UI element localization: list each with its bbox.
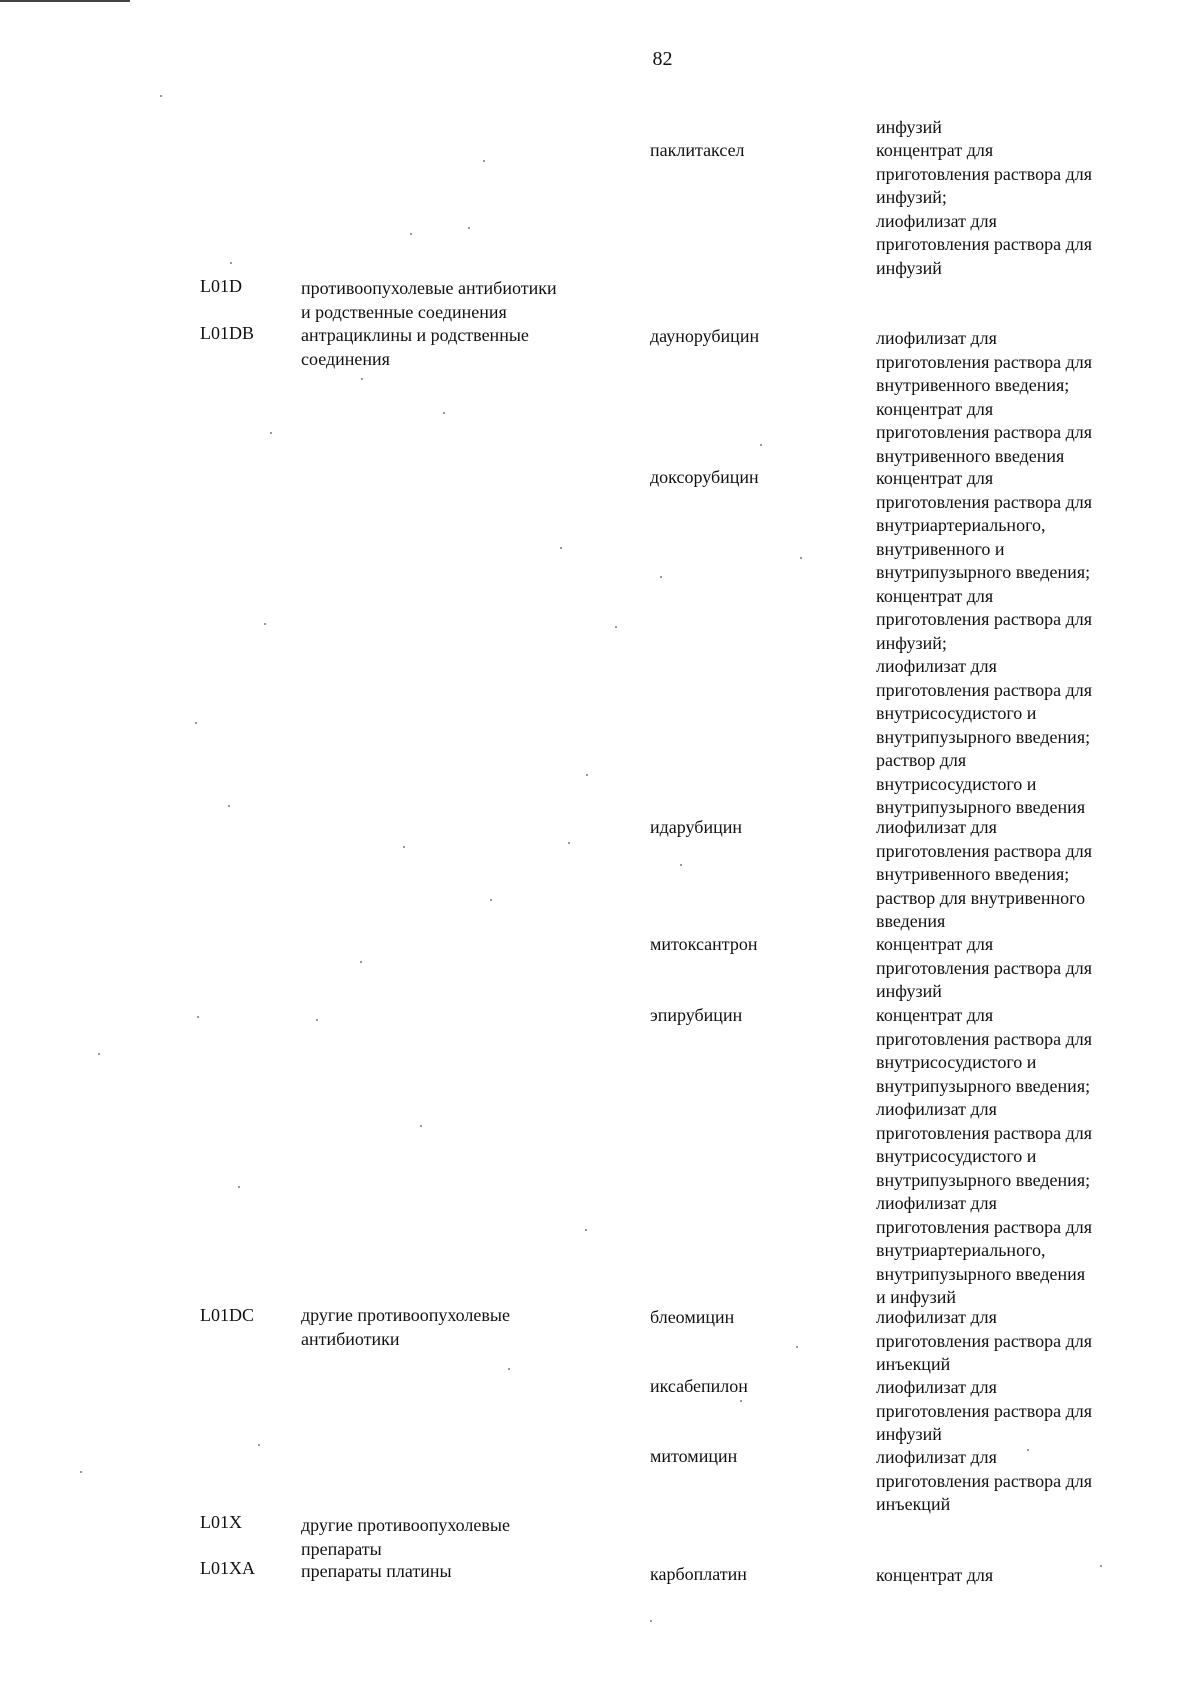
- atc-code: L01DB: [200, 323, 254, 343]
- drug-name: блеомицин: [650, 1307, 735, 1327]
- dosage-form: лиофилизат для приготовления раствора для внутривенного введения; раствор для внутривенного введения: [876, 817, 1092, 931]
- atc-group-name: антрациклины и родственные соединения: [301, 325, 529, 369]
- dosage-form: концентрат для приготовления раствора для внутрисосудистого и внутрипузырного введения; лиофилизат для приготовления раствора для внутрисосудистого и внутрипузырного введения; лиофилизат для приготовления раствора для внутриартериального, внутрипузырного введения и инфузий: [876, 1005, 1092, 1307]
- dosage-form: концентрат для приготовления раствора для инфузий: [876, 934, 1092, 1001]
- atc-code: L01XA: [200, 1558, 255, 1578]
- atc-code: L01X: [200, 1512, 242, 1532]
- atc-code: L01DC: [200, 1305, 254, 1325]
- dosage-form: лиофилизат для приготовления раствора для инъекций: [876, 1447, 1092, 1514]
- drug-name: паклитаксел: [650, 140, 745, 160]
- drug-name: даунорубицин: [650, 326, 760, 346]
- page-number: 82: [652, 48, 673, 70]
- drug-name: доксорубицин: [650, 467, 759, 487]
- drug-name: митомицин: [650, 1446, 738, 1466]
- atc-group-name: препараты платины: [301, 1561, 452, 1581]
- atc-group-name: другие противоопухолевые антибиотики: [301, 1305, 510, 1349]
- dosage-form: лиофилизат для приготовления раствора для инъекций: [876, 1307, 1092, 1374]
- drug-name: карбоплатин: [650, 1564, 747, 1584]
- atc-group-name: противоопухолевые антибиотики и родственные соединения: [301, 278, 557, 322]
- drug-name: эпирубицин: [650, 1005, 743, 1025]
- dosage-form: концентрат для приготовления раствора для внутриартериального, внутривенного и внутрипузырного введения; концентрат для приготовления раствора для инфузий; лиофилизат для приготовления раствора для внутрисосудистого и внутрипузырного введения; раствор для внутрисосудистого и внутрипузырного введения: [876, 468, 1092, 817]
- dosage-form: лиофилизат для приготовления раствора для инфузий: [876, 1377, 1092, 1444]
- dosage-form: концентрат для приготовления раствора для инфузий; лиофилизат для приготовления раствора для инфузий: [876, 140, 1092, 278]
- drug-name: митоксантрон: [650, 934, 758, 954]
- scan-edge-mark: [0, 0, 130, 2]
- drug-name: иксабепилон: [650, 1376, 748, 1396]
- dosage-form: лиофилизат для приготовления раствора для внутривенного введения; концентрат для приготовления раствора для внутривенного введения: [876, 328, 1092, 466]
- drug-name: идарубицин: [650, 817, 742, 837]
- atc-code: L01D: [200, 276, 242, 296]
- dosage-form: инфузий: [876, 117, 942, 137]
- atc-group-name: другие противоопухолевые препараты: [301, 1515, 510, 1559]
- dosage-form: концентрат для: [876, 1565, 994, 1585]
